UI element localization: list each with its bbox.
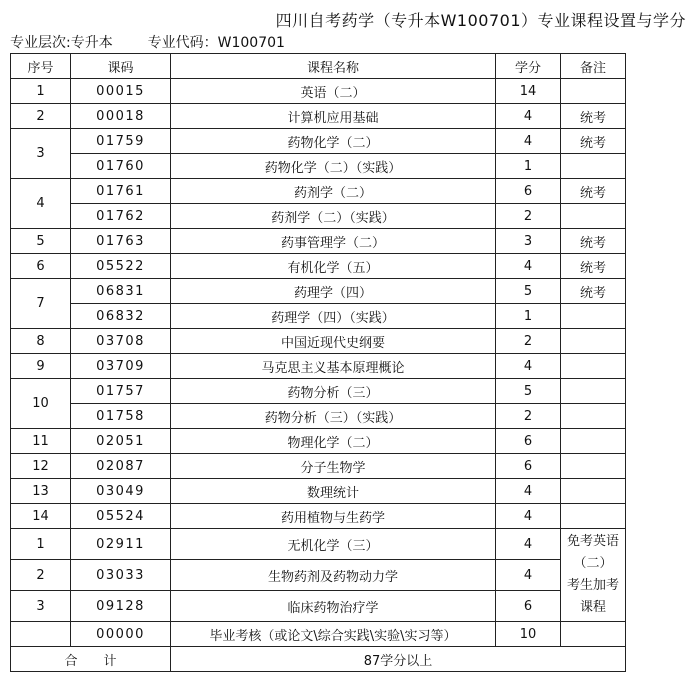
table-row <box>11 104 626 129</box>
table-row <box>11 179 626 204</box>
major-info <box>10 32 285 52</box>
row-code: 00015 <box>71 79 171 104</box>
row-seq: 5 <box>11 229 71 254</box>
row-code: 03708 <box>71 329 171 354</box>
table-row <box>11 504 626 529</box>
row-credit: 6 <box>496 591 561 622</box>
row-remark <box>561 79 626 104</box>
row-code: 03033 <box>71 560 171 591</box>
row-code: 02087 <box>71 454 171 479</box>
row-remark: 统考 <box>561 129 626 154</box>
row-name: 计算机应用基础 <box>171 104 496 129</box>
table-row <box>11 404 626 429</box>
table-row <box>11 429 626 454</box>
row-credit: 2 <box>496 404 561 429</box>
header-seq: 序号 <box>11 54 71 79</box>
row-seq: 13 <box>11 479 71 504</box>
row-name: 药理学（四）（实践） <box>171 304 496 329</box>
row-credit: 2 <box>496 329 561 354</box>
row-credit: 5 <box>496 379 561 404</box>
row-name: 生物药剂及药物动力学 <box>171 560 496 591</box>
table-row <box>11 329 626 354</box>
table-row <box>11 229 626 254</box>
table-row <box>11 304 626 329</box>
course-table <box>10 53 626 672</box>
row-code: 01757 <box>71 379 171 404</box>
row-seq: 7 <box>11 279 71 329</box>
row-seq: 1 <box>11 79 71 104</box>
row-code: 00000 <box>71 622 171 647</box>
row-code: 01763 <box>71 229 171 254</box>
header-credit: 学分 <box>496 54 561 79</box>
row-name: 药物分析（三） <box>171 379 496 404</box>
row-credit: 1 <box>496 304 561 329</box>
row-remark <box>561 304 626 329</box>
row-remark: 统考 <box>561 279 626 304</box>
row-name: 药物化学（二） <box>171 129 496 154</box>
table-header-row <box>11 54 626 79</box>
row-credit: 4 <box>496 354 561 379</box>
code-label: 专业代码： <box>147 35 218 51</box>
total-value: 87学分以上 <box>171 647 626 672</box>
row-credit: 4 <box>496 560 561 591</box>
exempt-remark <box>561 529 626 622</box>
header-code: 课码 <box>71 54 171 79</box>
row-seq: 3 <box>11 129 71 179</box>
exempt-remark-line: 免考英语 <box>566 534 619 549</box>
row-remark <box>561 329 626 354</box>
row-code: 01760 <box>71 154 171 179</box>
row-seq: 12 <box>11 454 71 479</box>
row-code: 01759 <box>71 129 171 154</box>
row-credit: 4 <box>496 529 561 560</box>
table-row <box>11 254 626 279</box>
exempt-remark-line: （二） <box>573 556 613 571</box>
header-remark: 备注 <box>561 54 626 79</box>
row-seq: 10 <box>11 379 71 429</box>
table-row <box>11 454 626 479</box>
row-remark <box>561 204 626 229</box>
row-remark <box>561 429 626 454</box>
row-remark: 统考 <box>561 104 626 129</box>
row-seq: 4 <box>11 179 71 229</box>
row-code: 00018 <box>71 104 171 129</box>
table-row <box>11 79 626 104</box>
row-credit: 10 <box>496 622 561 647</box>
row-remark: 统考 <box>561 179 626 204</box>
row-code: 01762 <box>71 204 171 229</box>
row-code: 06832 <box>71 304 171 329</box>
row-credit: 4 <box>496 254 561 279</box>
table-row <box>11 379 626 404</box>
row-seq: 9 <box>11 354 71 379</box>
level-label: 专业层次: <box>10 35 71 51</box>
table-row <box>11 129 626 154</box>
table-row <box>11 560 626 591</box>
row-remark: 统考 <box>561 229 626 254</box>
row-name: 药物分析（三）（实践） <box>171 404 496 429</box>
row-remark <box>561 454 626 479</box>
level-value: 专升本 <box>70 35 113 51</box>
table-row <box>11 622 626 647</box>
row-seq: 14 <box>11 504 71 529</box>
row-name: 药物化学（二）（实践） <box>171 154 496 179</box>
row-credit: 6 <box>496 179 561 204</box>
row-name: 数理统计 <box>171 479 496 504</box>
row-seq: 2 <box>11 560 71 591</box>
row-name: 有机化学（五） <box>171 254 496 279</box>
row-seq: 11 <box>11 429 71 454</box>
row-seq: 8 <box>11 329 71 354</box>
page-title: 四川自考药学（专升本W100701）专业课程设置与学分 <box>275 11 686 30</box>
row-code: 03049 <box>71 479 171 504</box>
table-row <box>11 529 626 560</box>
row-name: 药用植物与生药学 <box>171 504 496 529</box>
row-seq: 3 <box>11 591 71 622</box>
row-name: 药剂学（二）（实践） <box>171 204 496 229</box>
row-remark <box>561 379 626 404</box>
row-code: 09128 <box>71 591 171 622</box>
row-name: 物理化学（二） <box>171 429 496 454</box>
row-remark <box>561 622 626 647</box>
row-name: 药事管理学（二） <box>171 229 496 254</box>
row-credit: 6 <box>496 454 561 479</box>
row-seq: 1 <box>11 529 71 560</box>
row-remark <box>561 504 626 529</box>
exempt-remark-line: 考生加考 <box>566 578 619 593</box>
table-row <box>11 204 626 229</box>
row-name: 英语（二） <box>171 79 496 104</box>
row-name: 毕业考核（或论文\综合实践\实验\实习等） <box>171 622 496 647</box>
row-code: 06831 <box>71 279 171 304</box>
row-code: 05524 <box>71 504 171 529</box>
row-name: 临床药物治疗学 <box>171 591 496 622</box>
row-remark <box>561 479 626 504</box>
row-remark <box>561 154 626 179</box>
table-row <box>11 591 626 622</box>
table-row <box>11 354 626 379</box>
row-remark: 统考 <box>561 254 626 279</box>
row-credit: 6 <box>496 429 561 454</box>
row-name: 分子生物学 <box>171 454 496 479</box>
row-credit: 4 <box>496 479 561 504</box>
code-value: W100701 <box>217 35 285 51</box>
total-row <box>11 647 626 672</box>
total-label: 合 计 <box>11 647 171 672</box>
row-remark <box>561 354 626 379</box>
row-seq <box>11 622 71 647</box>
row-seq: 6 <box>11 254 71 279</box>
table-row <box>11 279 626 304</box>
header-name: 课程名称 <box>171 54 496 79</box>
row-code: 01758 <box>71 404 171 429</box>
row-code: 01761 <box>71 179 171 204</box>
row-credit: 5 <box>496 279 561 304</box>
row-credit: 4 <box>496 504 561 529</box>
row-code: 03709 <box>71 354 171 379</box>
row-credit: 2 <box>496 204 561 229</box>
exempt-remark-line: 课程 <box>579 600 606 615</box>
row-name: 药剂学（二） <box>171 179 496 204</box>
row-credit: 14 <box>496 79 561 104</box>
row-name: 马克思主义基本原理概论 <box>171 354 496 379</box>
row-credit: 3 <box>496 229 561 254</box>
table-row <box>11 479 626 504</box>
row-name: 无机化学（三） <box>171 529 496 560</box>
row-name: 药理学（四） <box>171 279 496 304</box>
row-credit: 1 <box>496 154 561 179</box>
table-row <box>11 154 626 179</box>
row-code: 02051 <box>71 429 171 454</box>
row-credit: 4 <box>496 104 561 129</box>
row-seq: 2 <box>11 104 71 129</box>
row-code: 05522 <box>71 254 171 279</box>
row-remark <box>561 404 626 429</box>
row-credit: 4 <box>496 129 561 154</box>
row-name: 中国近现代史纲要 <box>171 329 496 354</box>
row-code: 02911 <box>71 529 171 560</box>
